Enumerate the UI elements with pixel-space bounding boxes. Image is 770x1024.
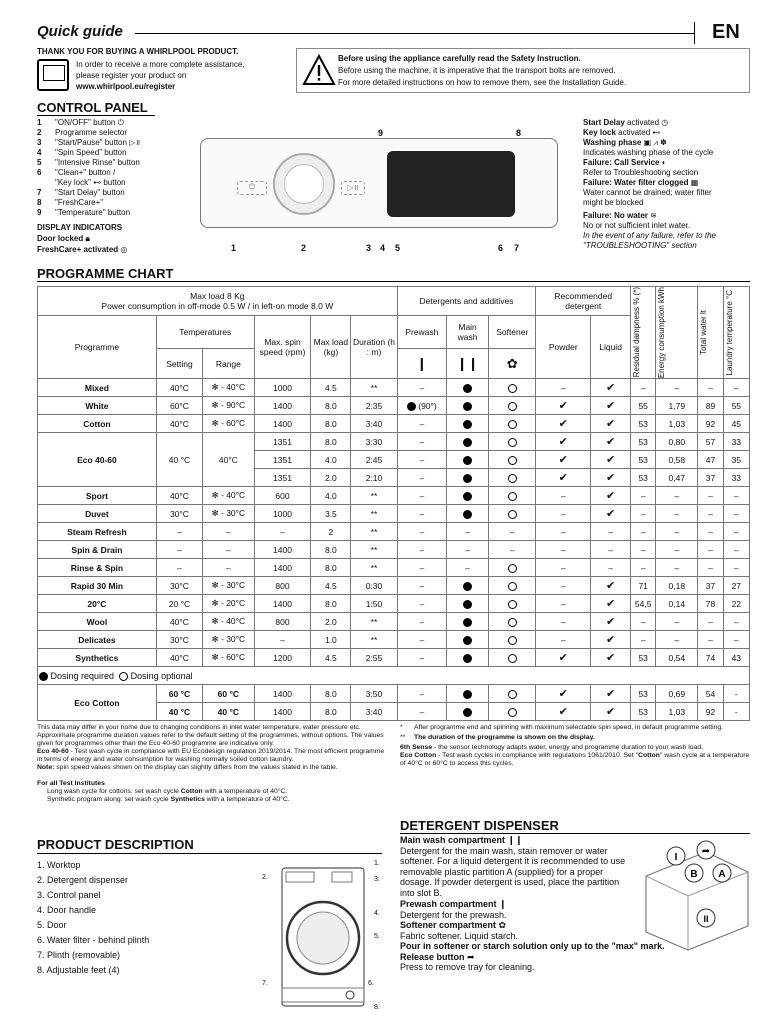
prewash-icon: ❙ <box>397 349 446 379</box>
door-locked-label: Door locked 🔒︎ <box>37 234 90 243</box>
computer-icon <box>37 59 69 91</box>
dosing-required-icon <box>463 636 472 645</box>
table-row: Steam Refresh – – – 2 ** – – – – – – – – – <box>38 523 750 541</box>
check-icon: ✔ <box>605 400 616 413</box>
main-wash-title: Main wash compartment ❙❙ <box>400 835 523 845</box>
dosing-optional-icon <box>508 420 517 429</box>
dosing-optional-icon <box>508 654 517 663</box>
dosing-required-icon <box>407 402 416 411</box>
part-item: 3. Control panel <box>37 890 101 900</box>
table-row: Cotton 40°C ✻ - 60°C 1400 8.0 3:40 – ✔ ✔ 53 1,03 92 45 <box>38 415 750 433</box>
table-row: Delicates 30°C ✻ - 30°C – 1.0 ** – – ✔ – – – – <box>38 631 750 649</box>
header-rule <box>135 33 695 34</box>
part-item: 5. Door <box>37 920 67 930</box>
check-icon: ✔ <box>558 436 568 449</box>
washing-machine-illustration <box>262 860 384 1012</box>
control-item: 6 "Clean+" button / <box>37 168 116 177</box>
check-icon: ✔ <box>558 400 568 413</box>
part-callout: 3. <box>374 876 380 883</box>
callout-2: 2 <box>301 243 307 253</box>
part-item: 4. Door handle <box>37 905 97 915</box>
control-item: 3 "Start/Pause" button ▷॥ <box>37 138 141 147</box>
dosing-required-icon <box>463 600 472 609</box>
programme-name: Mixed <box>38 379 157 397</box>
section-rule <box>37 853 382 854</box>
service-icon: ◐ <box>661 158 667 167</box>
part-callout: 2. <box>262 874 268 881</box>
check-icon: ✔ <box>605 580 616 593</box>
display-indicators: DISPLAY INDICATORS Door locked 🔒︎ FreshCare+ activated ◎ <box>37 223 128 254</box>
dosing-required-icon <box>463 402 472 411</box>
softener-icon: ✿ <box>498 920 507 930</box>
language-code: EN <box>712 21 740 43</box>
safety-warning-text: Before using the appliance carefully read the Safety Instruction. Before using the machine, it is imperative that the transport bolts are removed. For more detailed instructions on how to remove them, see the Installation Guide. <box>338 54 627 87</box>
callout-1: 1 <box>231 243 237 253</box>
programme-name: Rapid 30 Min <box>38 577 157 595</box>
prewash-icon: ❙ <box>499 899 507 909</box>
dispenser-illustration <box>636 836 754 956</box>
programme-name: Delicates <box>38 631 157 649</box>
chart-notes-right: * After programme end and spinning with maximum selectable spin speed, in default programme setting. ** The duration of the programme is shown on the display. 6th Sense - the sensor technology adapts water, energy and programme duration to your wash load. Eco Cotton - Test wash cycles in compliance with regulations 1061/2010. Set "Cotton" wash cycle at a temperature of 40°C or 60°C to access this cycles. <box>400 724 750 767</box>
quick-guide-title: Quick guide <box>37 23 123 40</box>
dosing-required-icon <box>463 654 472 663</box>
check-icon: ✔ <box>605 508 616 521</box>
label-B: B <box>690 869 698 880</box>
release-icon: ➦ <box>701 846 711 857</box>
dosing-required-icon <box>463 492 472 501</box>
table-row: Spin & Drain – – 1400 8.0 ** – – – – – – – – – <box>38 541 750 559</box>
dosing-optional-icon <box>508 582 517 591</box>
control-item: 2 Programme selector <box>37 128 128 137</box>
control-panel-legend <box>37 118 140 218</box>
check-icon: ✔ <box>605 598 616 611</box>
label-A: A <box>718 869 726 880</box>
control-panel-illustration <box>200 138 558 228</box>
check-icon: ✔ <box>605 436 616 449</box>
register-url[interactable]: www.whirlpool.eu/register <box>76 82 176 91</box>
callout-8: 8 <box>516 128 522 138</box>
part-callout: 7. <box>262 980 268 987</box>
freshcare-label: FreshCare+ activated ◎ <box>37 245 128 254</box>
programme-name: 20°C <box>38 595 157 613</box>
clock-icon: ◷ <box>661 118 669 127</box>
control-item: 8 "FreshCare+" <box>37 198 104 207</box>
programme-name: Eco Cotton <box>38 685 157 721</box>
mainwash-icon: ❙❙ <box>447 349 489 379</box>
dosing-optional-icon <box>508 474 517 483</box>
check-icon: ✔ <box>605 454 616 467</box>
legend-row: Dosing required Dosing optional <box>38 667 750 685</box>
dosing-required-icon <box>463 384 472 393</box>
detergent-dispenser-heading: DETERGENT DISPENSER <box>400 818 559 833</box>
check-icon: ✔ <box>558 454 568 467</box>
dosing-optional-icon <box>508 492 517 501</box>
warning-icon <box>302 53 336 87</box>
dosing-required-icon <box>463 582 472 591</box>
check-icon: ✔ <box>605 472 616 485</box>
control-panel-heading: CONTROL PANEL <box>37 100 148 115</box>
callout-6: 6 <box>498 243 504 253</box>
part-callout: 5. <box>374 933 380 940</box>
freshcare-icon: ◎ <box>120 245 128 254</box>
table-row: Wool 40°C ✻ - 40°C 800 2.0 ** – – ✔ – – – – <box>38 613 750 631</box>
chart-notes: This data may differ in your home due to changing conditions in inlet water temperature, water pressure etc. Approximate programme duration values refer to the default setting of the programmes, without options. The values given for programmes other than the Eco 40-60 programme are indicative only. Eco 40-60 - Test wash cycle in compliance with EU Ecodesign regulation 2019/2014. The most efficient programme in terms of energy and water consumption for washing normally soiled cotton laundry. Note: spin speed values shown on the display can slightly differs from the values stated in the table. For all Test Institutes Long wash cycle for cottons: set wash cycle Cotton with a temperature of 40°C. Synthetic program along: set wash cycle Synthetics with a temperature of 40°C. <box>37 724 385 803</box>
callout-3: 3 <box>366 243 372 253</box>
power-icon: ⏻ <box>237 181 267 195</box>
no-water-icon: ≋ <box>650 211 657 220</box>
check-icon: ✔ <box>558 652 568 665</box>
control-item: 5 "Intensive Rinse" button <box>37 158 140 167</box>
part-item: 7. Plinth (removable) <box>37 950 121 960</box>
dosing-optional-icon <box>508 384 517 393</box>
dispenser-descriptions: Main wash compartment ❙❙ Detergent for the main wash, stain remover or water softener. For a liquid detergent it is recommended to use removable plastic partition A (supplied) for a proper dosage. If powder detergent is used, place the partition into slot B. Prewash compartment ❙ Detergent for the prewash. Softener compartment ✿ Fabric softener. Liquid starch. Pour in softener or starch solution only up to the "max" mark. Release button ➦ Press to remove tray for cleaning. <box>400 835 720 973</box>
dosing-required-icon <box>463 438 472 447</box>
control-item: 7 "Start Delay" button <box>37 188 125 197</box>
table-row: 40 °C 40 °C 1400 8.0 3:40 – ✔ ✔ 53 1,03 92 - <box>38 703 750 721</box>
table-row: Eco 40-60 40 °C 40°C 1351 8.0 3:30 – ✔ ✔ 53 0,80 57 33 <box>38 433 750 451</box>
control-item: 1 "ON/OFF" button ⏻ <box>37 118 124 127</box>
programme-name: Spin & Drain <box>38 541 157 559</box>
callout-5: 5 <box>395 243 401 253</box>
check-icon: ✔ <box>605 616 616 629</box>
dosing-required-icon <box>463 690 472 699</box>
dosing-optional-icon <box>508 708 517 717</box>
programme-name: White <box>38 397 157 415</box>
header-rule-tick <box>694 22 695 44</box>
section-rule <box>400 833 750 834</box>
control-item: "Key lock" ⊷ button <box>55 178 126 187</box>
washing-phase-icons: ▣ ⩘ ✽ <box>643 138 667 147</box>
programme-name: Rinse & Spin <box>38 559 157 577</box>
max-load-header: Max load 8 Kg Power consumption in off-mode 0.5 W / in left-on mode 8.0 W <box>38 287 398 316</box>
part-callout: 8. <box>374 1004 380 1011</box>
dosing-optional-icon <box>508 456 517 465</box>
label-I: I <box>674 852 678 863</box>
dosing-required-icon <box>463 420 472 429</box>
callout-9: 9 <box>378 128 384 138</box>
programme-selector-knob <box>273 153 335 215</box>
check-icon: ✔ <box>605 634 616 647</box>
programme-name: Duvet <box>38 505 157 523</box>
dosing-optional-icon <box>508 438 517 447</box>
check-icon: ✔ <box>605 706 616 719</box>
product-parts-list <box>37 858 149 978</box>
table-row: 20°C 20 °C ✻ - 20°C 1400 8.0 1:50 – – ✔ 54,5 0,14 78 22 <box>38 595 750 613</box>
table-row: Synthetics 40°C ✻ - 60°C 1200 4.5 2:55 – ✔ ✔ 53 0,54 74 43 <box>38 649 750 667</box>
dosing-optional-icon <box>508 618 517 627</box>
part-item: 1. Worktop <box>37 860 81 870</box>
programme-chart-heading: PROGRAMME CHART <box>37 266 174 281</box>
display-screen <box>387 151 515 217</box>
programme-name: Cotton <box>38 415 157 433</box>
table-row: Rapid 30 Min 30°C ✻ - 30°C 800 4.5 0:30 – – ✔ 71 0,18 37 27 <box>38 577 750 595</box>
check-icon: ✔ <box>605 382 616 395</box>
table-row: White 60°C ✻ - 90°C 1400 8.0 2:35 (90°) ✔ ✔ 55 1,79 89 55 <box>38 397 750 415</box>
table-row: 1351 4.0 2:45 – ✔ ✔ 53 0,58 47 35 <box>38 451 750 469</box>
padlock-icon: 🔒︎ <box>85 234 90 243</box>
label-II: II <box>703 914 709 924</box>
callout-4: 4 <box>380 243 386 253</box>
part-item: 6. Water filter - behind plinth <box>37 935 150 945</box>
callout-7: 7 <box>514 243 520 253</box>
softener-icon: ✿ <box>489 349 536 379</box>
table-row: Eco Cotton 60 °C 60 °C 1400 8.0 3:50 – ✔ ✔ 53 0,69 54 - <box>38 685 750 703</box>
table-row: 1351 2.0 2:10 – ✔ ✔ 53 0,47 37 33 <box>38 469 750 487</box>
dosing-required-icon <box>463 708 472 717</box>
dosing-required-icon <box>463 474 472 483</box>
part-callout: 1. <box>374 860 380 867</box>
table-row: Sport 40°C ✻ - 40°C 600 4.0 ** – – ✔ – – – – <box>38 487 750 505</box>
check-icon: ✔ <box>558 688 568 701</box>
status-legend: Start Delay activated ◷ Key lock activated ⊷ Washing phase ▣ ⩘ ✽ Indicates washing phase of the cycle Failure: Call Service ◐ Refer to Troubleshooting section Failure: Water filter clogged ▦ Water cannot be drained; water filter might be blocked Failure: No water ≋ No or not sufficient inlet water. In the event of any failure, refer to the "TROUBLESHOOTING" section <box>583 118 716 250</box>
check-icon: ✔ <box>605 490 616 503</box>
register-text: In order to receive a more complete assistance, please register your product on www.whirlpool.eu/register <box>76 60 245 91</box>
check-icon: ✔ <box>605 418 616 431</box>
dosing-optional-icon <box>508 510 517 519</box>
programme-name: Wool <box>38 613 157 631</box>
programme-name: Steam Refresh <box>38 523 157 541</box>
section-rule <box>37 115 155 116</box>
part-item: 2. Detergent dispenser <box>37 875 129 885</box>
dosing-optional-icon <box>508 690 517 699</box>
part-item: 8. Adjustable feet (4) <box>37 965 120 975</box>
dosing-optional-icon <box>508 402 517 411</box>
table-row: Duvet 30°C ✻ - 30°C 1000 3.5 ** – – ✔ – – – – <box>38 505 750 523</box>
release-arrow-icon: ➦ <box>467 951 475 962</box>
part-callout: 4. <box>374 910 380 917</box>
product-description-heading: PRODUCT DESCRIPTION <box>37 837 194 852</box>
part-callout: 6. <box>368 980 374 987</box>
start-pause-icon: ▷॥ <box>341 181 365 195</box>
thanks-heading: THANK YOU FOR BUYING A WHIRLPOOL PRODUCT. <box>37 47 239 56</box>
table-row: Mixed 40°C ✻ - 40°C 1000 4.5 ** – – ✔ – – – – <box>38 379 750 397</box>
dosing-required-icon <box>463 510 472 519</box>
section-rule <box>37 281 750 282</box>
programme-name: Eco 40-60 <box>38 433 157 487</box>
check-icon: ✔ <box>605 652 616 665</box>
programme-name: Sport <box>38 487 157 505</box>
programme-table: Max load 8 Kg Power consumption in off-mode 0.5 W / in left-on mode 8.0 W Detergents and additives Recommended detergent Residual dampness % (*) Energy consumption kWh Total water lt Laundry temperature °C Programme Temperatures Max. spin speed (rpm) Max load (kg) Duration (h : m) Prewash Main wash Softener Powder Liquid Setting Range ❙ ❙❙ ✿ Mixed 40°C ✻ - 40°C 1000 4.5 ** – – ✔ – – – – White 60°C ✻ - 90°C 1400 8.0 2:35 (90°) ✔ ✔ 55 1,79 89 55 Cotton 40°C ✻ - 60°C 1400 8.0 3:40 – ✔ ✔ 53 1,03 92 45 Eco 40-60 40 °C 40°C 1351 8.0 3:30 – ✔ ✔ 53 0,80 57 33 1351 4.0 2:45 – ✔ ✔ 53 0,58 47 35 1351 2.0 2:10 – ✔ ✔ 53 0,47 37 33 Sport 40°C ✻ - 40°C 600 4.0 ** – – ✔ – – – – Duvet 30°C ✻ - 30°C 1000 3.5 ** – – ✔ – – – – Steam Refresh – – – 2 ** – – – – – – – – – Spin & Drain – – 1400 8.0 ** – – – – – – – – – Rinse & Spin – – 1400 8.0 ** – – – – – – – – Rapid 30 Min 30°C ✻ - 30°C 800 4.5 0:30 – – ✔ 71 0,18 37 27 20°C 20 °C ✻ - 20°C 1400 8.0 1:50 – – ✔ 54,5 0,14 78 22 Wool 40°C ✻ - 40°C 800 2.0 ** – – ✔ – – – – Delicates 30°C ✻ - 30°C – 1.0 ** – – ✔ – – – – Synthetics 40°C ✻ - 60°C 1200 4.5 2:55 – ✔ ✔ 53 0,54 74 43 Dosing required Dosing optional Eco Cotton 60 °C 60 °C 1400 8.0 3:50 – ✔ ✔ 53 0,69 54 - 40 °C 40 °C 1400 8.0 3:40 – ✔ ✔ 53 1,03 92 - <box>37 286 750 721</box>
dosing-optional-icon <box>508 636 517 645</box>
control-item: 9 "Temperature" button <box>37 208 131 217</box>
filter-icon: ▦ <box>690 178 699 187</box>
check-icon: ✔ <box>558 706 568 719</box>
dosing-required-icon <box>463 456 472 465</box>
table-row: Rinse & Spin – – 1400 8.0 ** – – – – – – – – <box>38 559 750 577</box>
dosing-optional-icon <box>508 600 517 609</box>
main-wash-icon: ❙❙ <box>507 835 523 845</box>
check-icon: ✔ <box>558 418 568 431</box>
programme-name: Synthetics <box>38 649 157 667</box>
dosing-optional-icon <box>508 564 517 573</box>
control-item: 4 "Spin Speed" button <box>37 148 127 157</box>
dosing-required-icon <box>463 618 472 627</box>
check-icon: ✔ <box>605 688 616 701</box>
check-icon: ✔ <box>558 472 568 485</box>
